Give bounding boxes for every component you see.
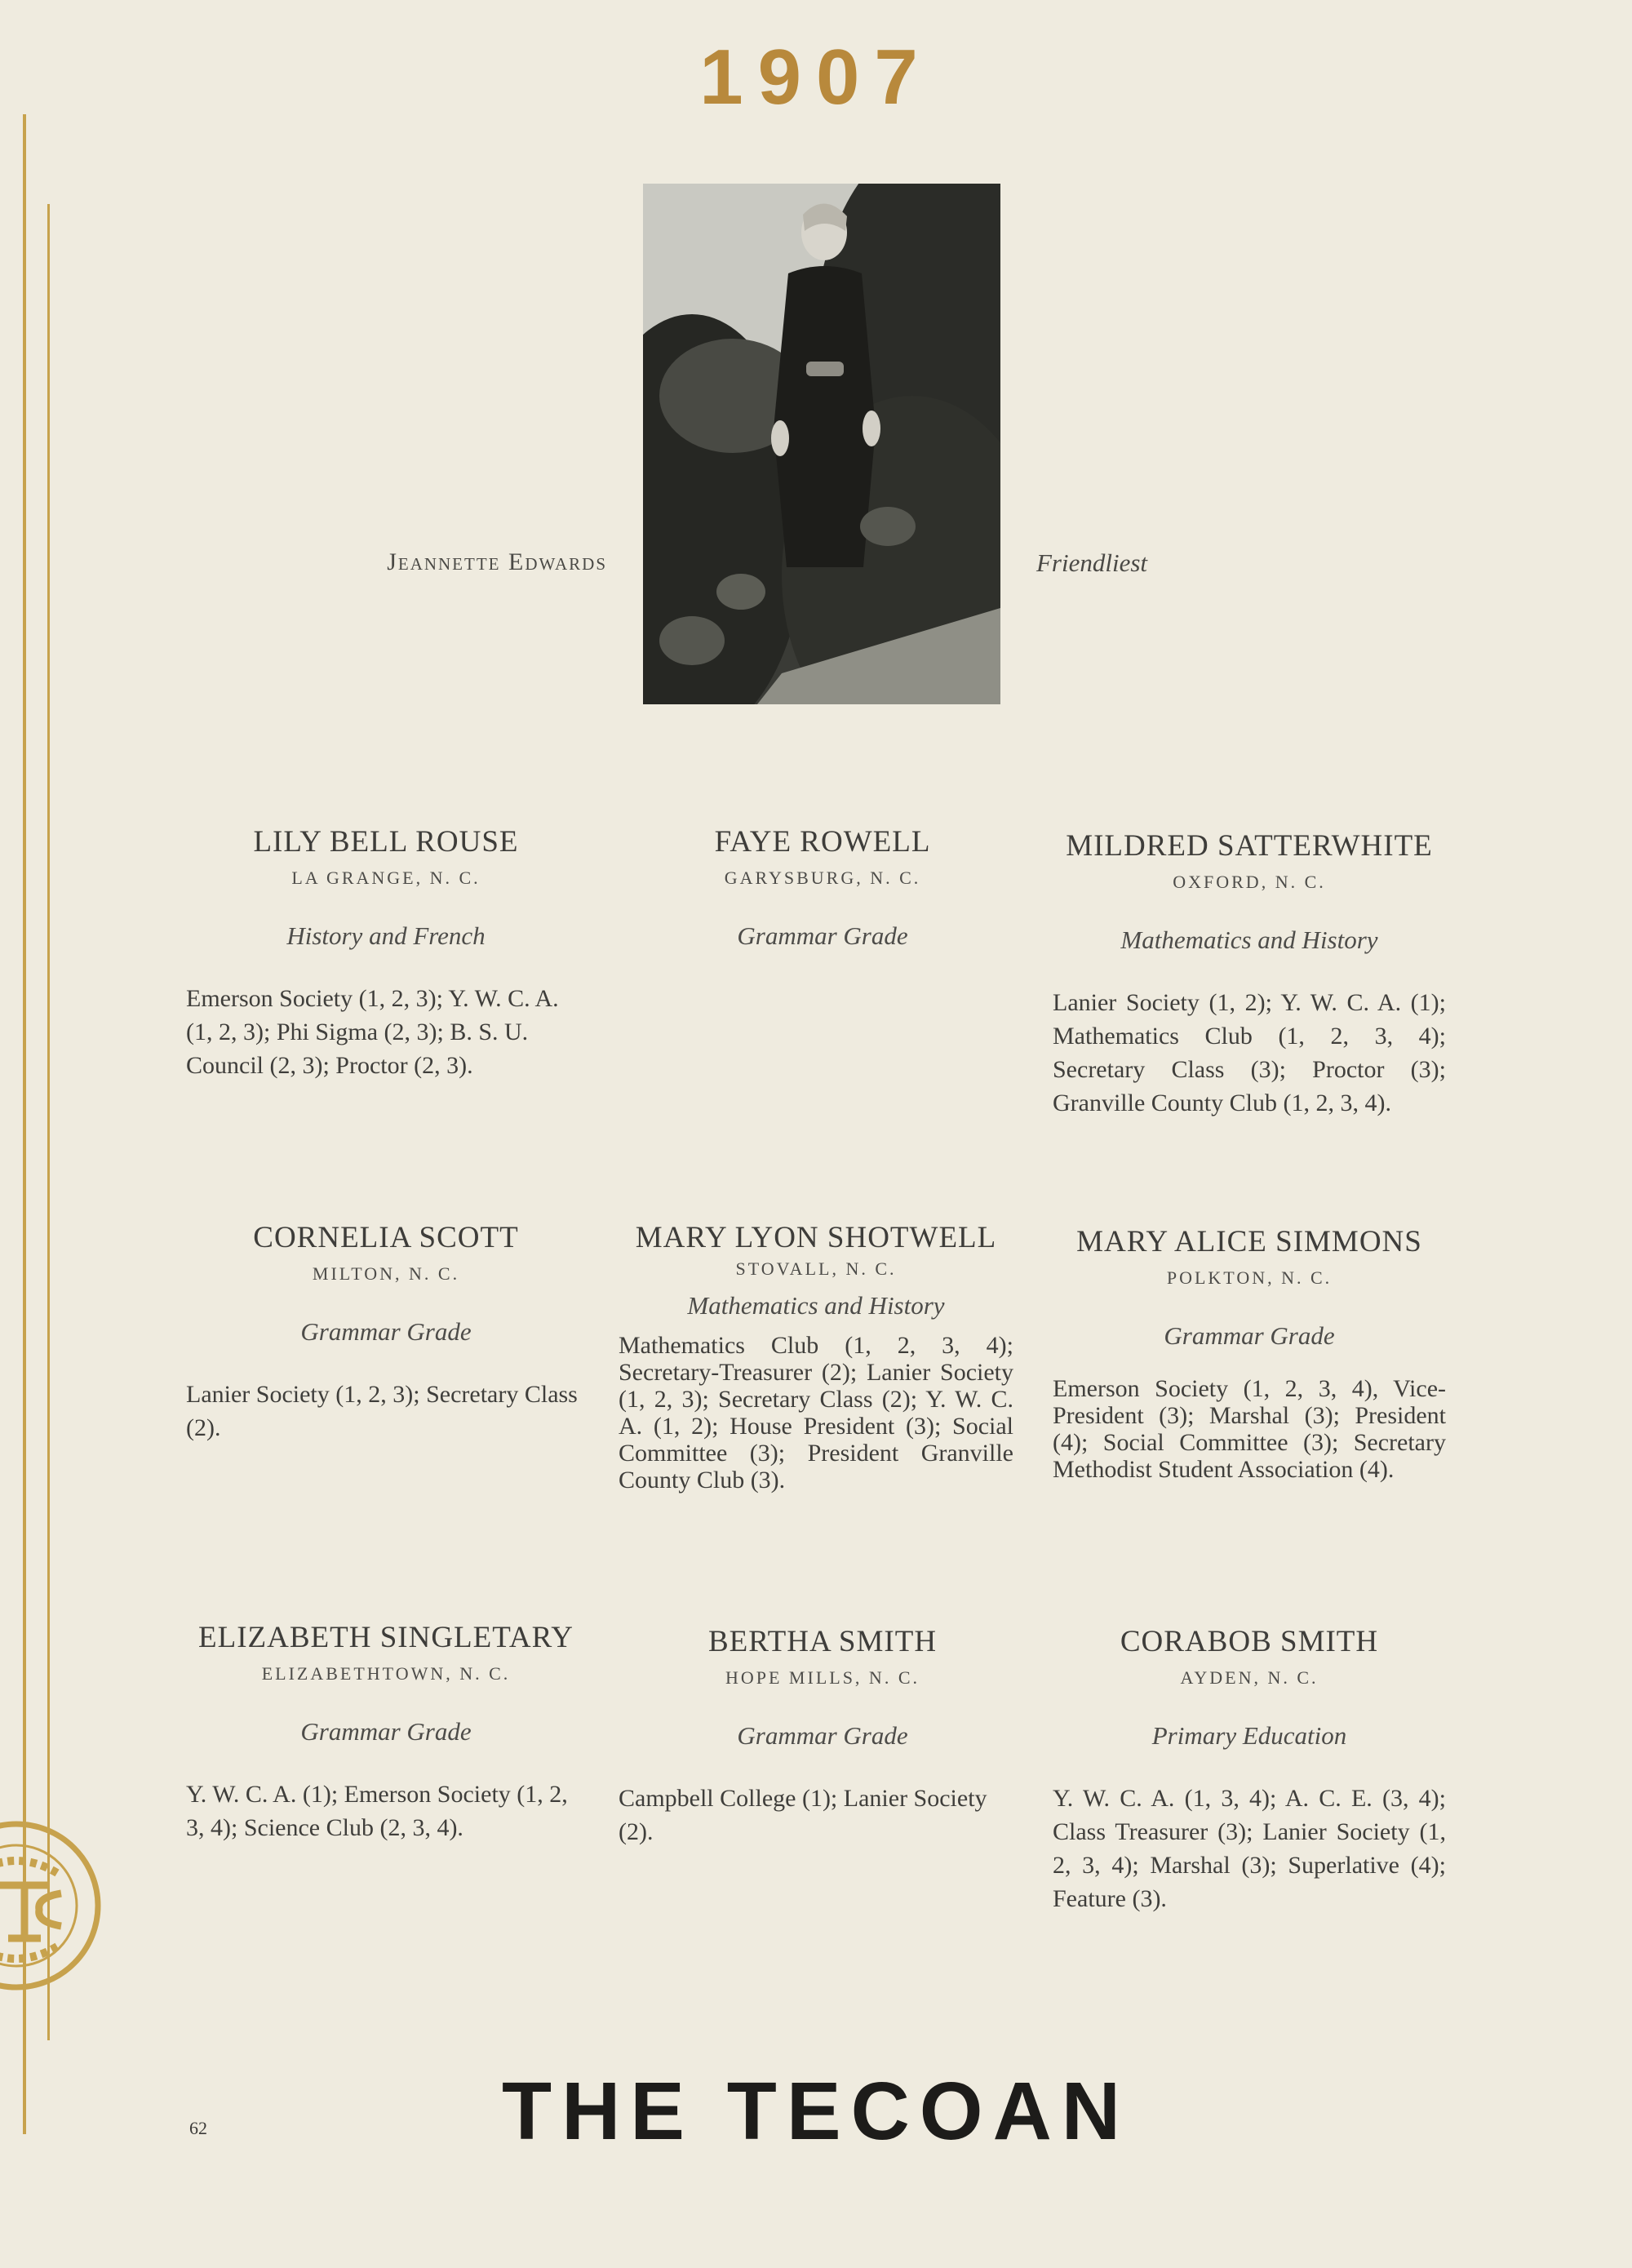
senior-hometown: LA GRANGE, N. C. (291, 868, 481, 888)
portrait-photo (643, 184, 1000, 704)
senior-activities: Y. W. C. A. (1); Emerson Society (1, 2, 3, 4); Science Club (2, 3, 4). (186, 1781, 568, 1841)
senior-name: LILY BELL ROUSE (253, 825, 519, 859)
senior-activities: Lanier Society (1, 2); Y. W. C. A. (1); Mathematics Club (1, 2, 3, 4); Secretary Class (3); Proctor (3); Granville County Club (1, 2, 3, 4). (1053, 989, 1446, 1116)
page-number: 62 (189, 2118, 207, 2138)
senior-name: MARY ALICE SIMMONS (1076, 1225, 1422, 1258)
senior-hometown: STOVALL, N. C. (735, 1258, 897, 1279)
senior-hometown: HOPE MILLS, N. C. (725, 1667, 920, 1688)
left-rule-inner (47, 204, 50, 2040)
portrait-photo-art (643, 184, 1000, 704)
senior-name: ELIZABETH SINGLETARY (198, 1621, 574, 1654)
senior-activities: Lanier Society (1, 2, 3); Secretary Class (2). (186, 1381, 578, 1441)
class-year: 1907 (699, 33, 933, 121)
senior-name: BERTHA SMITH (707, 1625, 938, 1658)
senior-activities: Y. W. C. A. (1, 3, 4); A. C. E. (3, 4); Class Treasurer (3); Lanier Society (1, 2, 3, 4); Marshal (3); Superlative (4); Feature (3). (1053, 1785, 1446, 1912)
senior-major: Mathematics and History (687, 1291, 945, 1320)
senior-entry (1053, 1224, 1446, 1483)
senior-major: Mathematics and History (1120, 925, 1378, 954)
book-title: THE TECOAN (502, 2066, 1130, 2157)
senior-entry (186, 1620, 586, 1844)
senior-major: Grammar Grade (300, 1717, 472, 1746)
featured-superlative: Friendliest (1036, 548, 1148, 577)
senior-hometown: ELIZABETHTOWN, N. C. (261, 1663, 511, 1684)
senior-entry (619, 1220, 1013, 1494)
senior-hometown: POLKTON, N. C. (1166, 1267, 1333, 1288)
senior-activities: Mathematics Club (1, 2, 3, 4); Secretary-Treasurer (2); Lanier Society (1, 2, 3); Secretary Class (2); Y. W. C. A. (1, 2); House President (3); Social Committee (3); President Granville County Club (3). (619, 1332, 1013, 1494)
senior-hometown: OXFORD, N. C. (1173, 872, 1326, 892)
senior-major: Grammar Grade (737, 921, 908, 950)
senior-name: CORABOB SMITH (1120, 1625, 1379, 1658)
senior-hometown: MILTON, N. C. (312, 1263, 460, 1284)
senior-entry (1053, 1624, 1446, 1915)
senior-name: CORNELIA SCOTT (253, 1221, 519, 1254)
featured-name: Jeannette Edwards (387, 548, 607, 575)
seal-emblem-icon (0, 1816, 114, 1995)
senior-major: Grammar Grade (1164, 1321, 1335, 1350)
senior-major: Primary Education (1151, 1721, 1347, 1750)
senior-hometown: GARYSBURG, N. C. (724, 868, 921, 888)
senior-activities: Emerson Society (1, 2, 3, 4), Vice-President (3); Marshal (3); President (4); Social Committee (3); Secretary Methodist Student Association (4). (1053, 1375, 1446, 1483)
senior-entry (186, 824, 586, 1082)
senior-entry (619, 824, 1027, 982)
college-seal (0, 1816, 114, 1999)
senior-name: MARY LYON SHOTWELL (635, 1221, 997, 1254)
senior-activities: Emerson Society (1, 2, 3); Y. W. C. A. (1, 2, 3); Phi Sigma (2, 3); B. S. U. Council (2, 3); Proctor (2, 3). (186, 985, 559, 1079)
senior-entry (1053, 828, 1446, 1120)
senior-major: Grammar Grade (300, 1317, 472, 1346)
senior-major: Grammar Grade (737, 1721, 908, 1750)
senior-hometown: AYDEN, N. C. (1180, 1667, 1319, 1688)
senior-activities: Campbell College (1); Lanier Society (2). (619, 1785, 987, 1845)
senior-name: FAYE ROWELL (714, 825, 931, 859)
senior-entry (619, 1624, 1027, 1849)
senior-name: MILDRED SATTERWHITE (1066, 829, 1433, 863)
senior-major: History and French (286, 921, 486, 950)
senior-entry (186, 1220, 586, 1445)
